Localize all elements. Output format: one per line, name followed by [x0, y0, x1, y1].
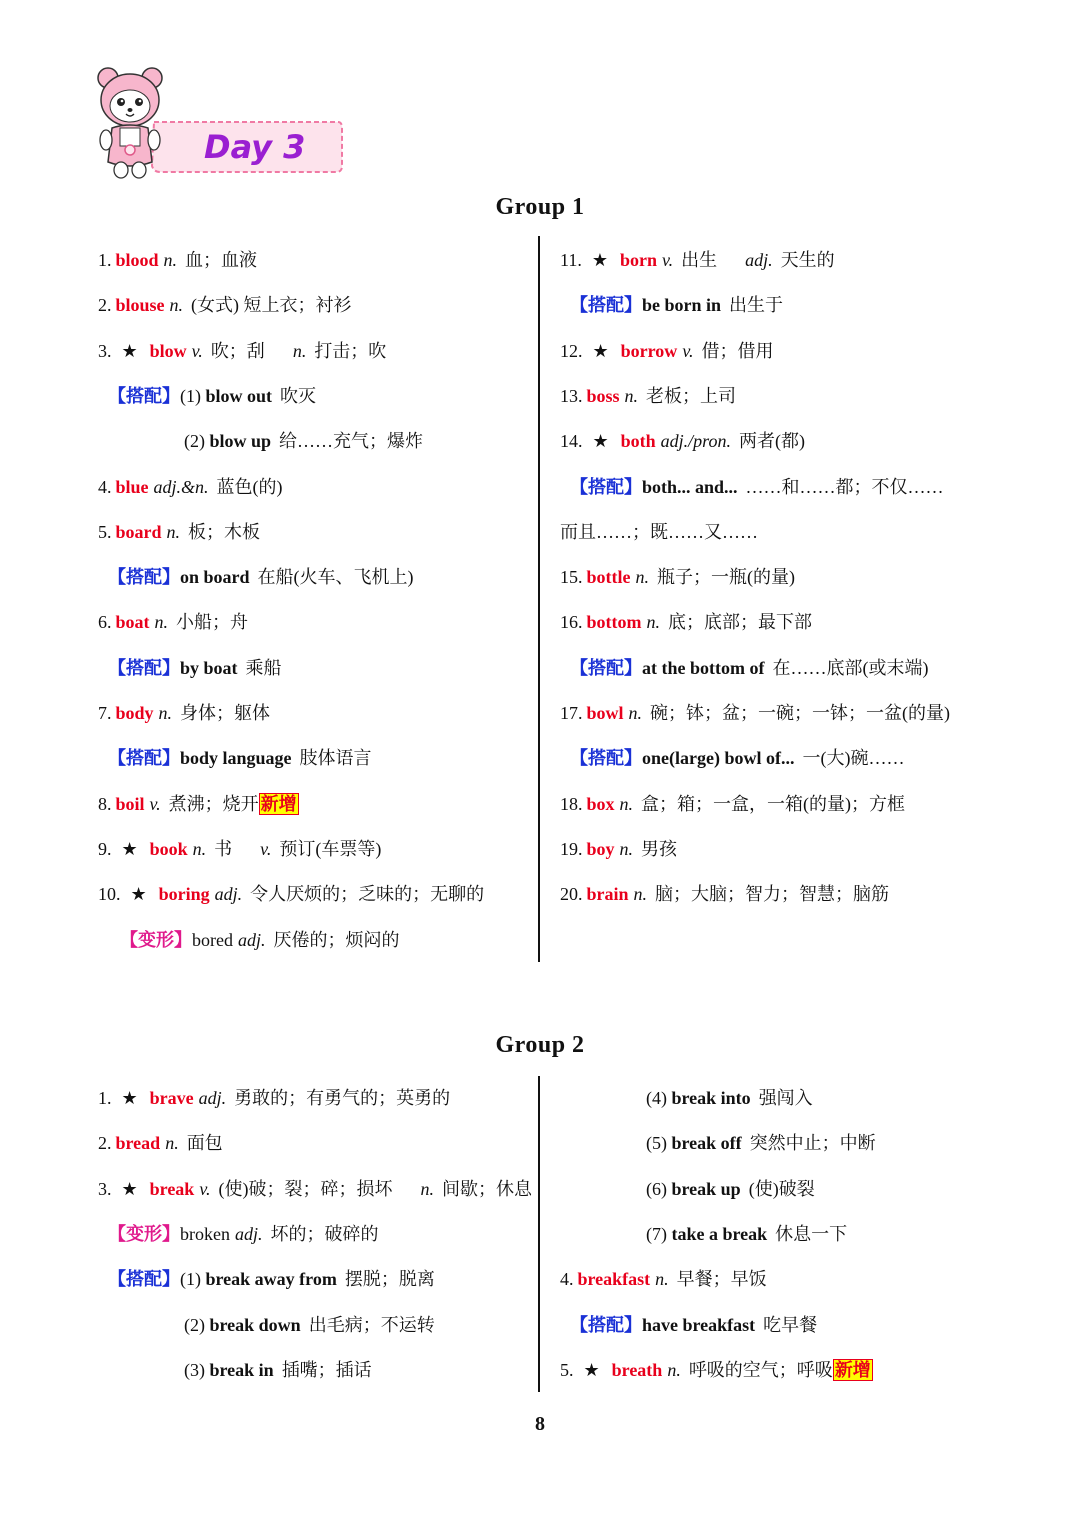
vocab-entry: [98, 1131, 223, 1155]
phrase: both... and...: [642, 476, 738, 497]
definition: 早餐；早饭: [676, 1269, 767, 1290]
vocab-entry: [560, 339, 773, 363]
part-of-speech: n.: [655, 1269, 669, 1290]
sub-line: [184, 429, 423, 453]
entry-number: 1.: [98, 1088, 112, 1108]
sub-index: (2): [184, 1314, 210, 1335]
headword: body: [115, 703, 154, 723]
definition: 出生于: [729, 295, 784, 316]
new-badge: 新增: [260, 793, 297, 814]
vocab-entry: [560, 792, 905, 816]
definition: 在……底部(或末端): [772, 657, 929, 678]
vocab-entry: [98, 837, 381, 861]
definition: 乘船: [245, 657, 282, 678]
day-label: Day 3: [204, 128, 306, 166]
phrase: have breakfast: [642, 1314, 756, 1335]
headword: boat: [115, 612, 150, 633]
definition: 煮沸；烧开: [168, 793, 259, 814]
vocab-entry: [560, 882, 889, 906]
definition: 男孩: [641, 838, 678, 859]
entry-number: 11.: [560, 250, 582, 270]
part-of-speech: n.: [165, 1133, 179, 1154]
star-icon: ★: [592, 431, 609, 452]
vocab-entry: [560, 384, 736, 408]
group2-divider: [538, 1076, 540, 1392]
definition: 给……充气；爆炸: [279, 431, 424, 452]
part-of-speech: n.: [646, 612, 660, 633]
sub-line: [184, 1358, 372, 1382]
definition: 一(大)碗……: [802, 748, 905, 769]
part-of-speech: v.: [682, 340, 694, 361]
phrase: body language: [180, 748, 292, 769]
part-of-speech: adj.: [745, 250, 773, 270]
vocab-entry: [98, 701, 270, 725]
headword: boil: [115, 793, 145, 814]
headword: born: [619, 250, 657, 270]
headword: board: [115, 521, 162, 542]
definition: 瓶子；一瓶(的量): [657, 567, 795, 588]
star-icon: ★: [592, 340, 609, 361]
tag-label: 【搭配】: [570, 476, 642, 497]
headword: boy: [586, 838, 615, 859]
phrase: by boat: [180, 657, 238, 678]
headword: bottom: [586, 612, 642, 633]
definition: 打击；吹: [314, 340, 387, 361]
vocab-entry: [560, 837, 677, 861]
headword: both: [620, 431, 656, 452]
entry-number: 15.: [560, 567, 583, 588]
sub-line: [560, 520, 758, 544]
definition: 小船；舟: [176, 612, 249, 633]
day-banner: [96, 66, 346, 182]
headword: box: [586, 793, 615, 814]
vocab-entry: [98, 248, 257, 272]
collocation-line: [108, 656, 282, 680]
headword: bread: [115, 1133, 161, 1154]
definition: 身体；躯体: [180, 703, 271, 723]
definition: 预订(车票等): [279, 838, 382, 859]
star-icon: ★: [121, 1088, 138, 1108]
headword: book: [149, 838, 188, 859]
entry-number: 5.: [560, 1359, 574, 1380]
headword: blood: [115, 250, 159, 270]
group1-divider: [538, 236, 540, 962]
vocab-entry: [560, 1267, 767, 1291]
definition: (使)破；裂；碎；损坏: [218, 1178, 393, 1199]
definition: ……和……都；不仅……: [745, 476, 944, 497]
headword: blow: [149, 340, 187, 361]
part-of-speech: n.: [158, 703, 173, 723]
definition: 脑；大脑；智力；智慧；脑筋: [655, 884, 890, 905]
entry-number: 13.: [560, 385, 583, 406]
new-badge: 新增: [834, 1359, 871, 1380]
part-of-speech: n.: [619, 838, 634, 859]
part-of-speech: v.: [149, 793, 161, 814]
entry-number: 4.: [98, 476, 112, 497]
definition: 面包: [186, 1133, 223, 1154]
phrase: on board: [180, 567, 250, 588]
definition: 间歇；休息: [441, 1178, 532, 1199]
definition: 突然中止；中断: [749, 1133, 876, 1154]
collocation-line: [108, 1222, 379, 1246]
entry-number: 7.: [98, 703, 112, 723]
definition: 盒；箱；一盒，一箱(的量)；方框: [641, 793, 906, 814]
part-of-speech: v.: [260, 838, 272, 859]
part-of-speech: n.: [633, 884, 648, 905]
part-of-speech: adj./pron.: [660, 431, 731, 452]
collocation-line: [570, 475, 944, 499]
definition: 借；借用: [701, 340, 774, 361]
tag-label: 【搭配】: [108, 385, 180, 406]
part-of-speech: n.: [635, 567, 649, 588]
vocab-entry: [560, 429, 805, 453]
part-of-speech: v.: [662, 250, 674, 270]
vocab-entry: [98, 1086, 450, 1110]
tag-label: 【搭配】: [108, 657, 180, 678]
collocation-line: [120, 928, 400, 952]
definition: 插嘴；插话: [281, 1359, 372, 1380]
collocation-line: [108, 384, 316, 408]
collocation-line: [570, 293, 783, 317]
group1-title: Group 1: [495, 194, 585, 220]
headword: break: [149, 1178, 195, 1199]
entry-number: 5.: [98, 521, 112, 542]
part-of-speech: n.: [420, 1178, 434, 1199]
entry-number: 19.: [560, 838, 583, 859]
part-of-speech: n.: [619, 793, 634, 814]
phrase: blow out: [205, 385, 273, 406]
tag-label: 【变形】: [108, 1223, 180, 1244]
sub-index: (3): [184, 1359, 210, 1380]
vocab-entry: [98, 792, 299, 816]
part-of-speech: n.: [163, 250, 178, 270]
collocation-line: [570, 746, 904, 770]
part-of-speech: n.: [154, 612, 169, 633]
tag-label: 【变形】: [120, 929, 192, 950]
entry-number: 3.: [98, 1178, 112, 1199]
star-icon: ★: [121, 340, 138, 361]
entry-number: 2.: [98, 1133, 112, 1154]
tag-label: 【搭配】: [570, 295, 642, 316]
definition: 板；木板: [188, 521, 261, 542]
phrase: break down: [209, 1314, 301, 1335]
star-icon: ★: [121, 1178, 138, 1199]
definition: 吃早餐: [763, 1314, 818, 1335]
sub-line: [646, 1131, 876, 1155]
entry-number: 8.: [98, 793, 112, 814]
vocab-entry: [560, 565, 795, 589]
phrase: blow up: [209, 431, 272, 452]
part-of-speech: adj.: [234, 1223, 263, 1244]
star-icon: ★: [591, 250, 608, 270]
vocab-entry: [560, 1358, 873, 1382]
definition: 坏的；破碎的: [270, 1223, 379, 1244]
part-of-speech: n.: [624, 385, 639, 406]
definition: 吹灭: [280, 385, 317, 406]
entry-number: 18.: [560, 793, 583, 814]
page-number: 8: [535, 1413, 545, 1435]
entry-number: 20.: [560, 884, 583, 905]
vocab-entry: [98, 520, 260, 544]
phrase: break in: [209, 1359, 274, 1380]
entry-number: 16.: [560, 612, 583, 633]
definition: 令人厌烦的；乏味的；无聊的: [250, 884, 485, 905]
sub-index: (6): [646, 1178, 672, 1199]
star-icon: ★: [583, 1359, 600, 1380]
definition-continued: 而且……；既……又……: [560, 521, 758, 542]
definition: 血；血液: [185, 250, 258, 270]
tag-label: 【搭配】: [108, 567, 180, 588]
part-of-speech: n.: [169, 295, 184, 316]
sub-index: (2): [184, 431, 210, 452]
phrase: break up: [671, 1178, 741, 1199]
part-of-speech: n.: [667, 1359, 681, 1380]
derived-word: bored: [192, 929, 233, 950]
headword: boring: [158, 884, 210, 905]
sub-index: (1): [180, 385, 206, 406]
definition: 肢体语言: [299, 748, 372, 769]
sub-index: (4): [646, 1088, 672, 1108]
entry-number: 1.: [98, 250, 112, 270]
entry-number: 12.: [560, 340, 583, 361]
definition: 天生的: [780, 250, 835, 270]
phrase: be born in: [642, 295, 722, 316]
vocab-entry: [98, 610, 248, 634]
definition: 出毛病；不运转: [308, 1314, 435, 1335]
headword: boss: [586, 385, 620, 406]
headword: breath: [611, 1359, 663, 1380]
entry-number: 17.: [560, 703, 583, 723]
sub-line: [646, 1222, 847, 1246]
entry-number: 10.: [98, 884, 121, 905]
sub-line: [646, 1086, 813, 1110]
tag-label: 【搭配】: [108, 1269, 180, 1290]
vocab-entry: [98, 1177, 532, 1201]
tag-label: 【搭配】: [570, 1314, 642, 1335]
part-of-speech: n.: [192, 838, 207, 859]
tag-label: 【搭配】: [570, 748, 642, 769]
definition: 在船(火车、飞机上): [257, 567, 414, 588]
tag-label: 【搭配】: [108, 748, 180, 769]
entry-number: 9.: [98, 838, 112, 859]
headword: bottle: [586, 567, 631, 588]
vocab-entry: [560, 610, 812, 634]
headword: breakfast: [577, 1269, 651, 1290]
headword: brain: [586, 884, 629, 905]
part-of-speech: adj.: [214, 884, 243, 905]
part-of-speech: v.: [199, 1178, 211, 1199]
part-of-speech: n.: [166, 521, 181, 542]
entry-number: 4.: [560, 1269, 574, 1290]
part-of-speech: adj.: [237, 929, 266, 950]
definition: (使)破裂: [748, 1178, 815, 1199]
headword: borrow: [620, 340, 678, 361]
definition: 摆脱；脱离: [344, 1269, 435, 1290]
headword: brave: [149, 1088, 194, 1108]
definition: 底；底部；最下部: [668, 612, 812, 633]
headword: blue: [115, 476, 149, 497]
definition: 强闯入: [758, 1088, 813, 1108]
sub-index: (5): [646, 1133, 672, 1154]
phrase: break off: [671, 1133, 742, 1154]
phrase: break away from: [205, 1269, 337, 1290]
collocation-line: [108, 746, 372, 770]
phrase: break into: [671, 1088, 751, 1108]
entry-number: 3.: [98, 340, 112, 361]
star-icon: ★: [130, 884, 147, 905]
part-of-speech: v.: [191, 340, 203, 361]
vocab-entry: [98, 475, 283, 499]
tag-label: 【搭配】: [570, 657, 642, 678]
part-of-speech: n.: [292, 340, 307, 361]
definition: 出生: [681, 250, 718, 270]
definition: 休息一下: [775, 1223, 848, 1244]
definition: 呼吸的空气；呼吸: [688, 1359, 833, 1380]
definition: 两者(都): [739, 431, 805, 452]
definition: (女式) 短上衣；衬衫: [191, 295, 352, 316]
collocation-line: [108, 1267, 435, 1291]
part-of-speech: adj.&n.: [153, 476, 209, 497]
sub-index: (1): [180, 1269, 206, 1290]
headword: blouse: [115, 295, 165, 316]
collocation-line: [108, 565, 414, 589]
sub-index: (7): [646, 1223, 672, 1244]
definition: 蓝色(的): [216, 476, 283, 497]
group2-title: Group 2: [495, 1032, 585, 1058]
part-of-speech: n.: [628, 703, 643, 723]
star-icon: ★: [121, 838, 138, 859]
phrase: take a break: [671, 1223, 768, 1244]
phrase: one(large) bowl of...: [642, 748, 795, 769]
derived-word: broken: [180, 1223, 230, 1244]
definition: 吹；刮: [210, 340, 265, 361]
vocab-entry: [98, 882, 484, 906]
collocation-line: [570, 1313, 817, 1337]
sub-line: [184, 1313, 435, 1337]
vocab-entry: [98, 339, 386, 363]
sub-line: [646, 1177, 815, 1201]
collocation-line: [570, 656, 928, 680]
definition: 碗；钵；盆；一碗；一钵；一盆(的量): [650, 703, 951, 723]
entry-number: 6.: [98, 612, 112, 633]
entry-number: 14.: [560, 431, 583, 452]
vocab-entry: [560, 701, 950, 725]
definition: 厌倦的；烦闷的: [273, 929, 400, 950]
part-of-speech: adj.: [198, 1088, 227, 1108]
definition: 老板；上司: [646, 385, 737, 406]
definition: 勇敢的；有勇气的；英勇的: [234, 1088, 451, 1108]
entry-number: 2.: [98, 295, 112, 316]
vocab-entry: [98, 293, 352, 317]
phrase: at the bottom of: [642, 657, 765, 678]
definition: 书: [214, 838, 233, 859]
headword: bowl: [586, 703, 624, 723]
vocab-entry: [560, 248, 835, 272]
